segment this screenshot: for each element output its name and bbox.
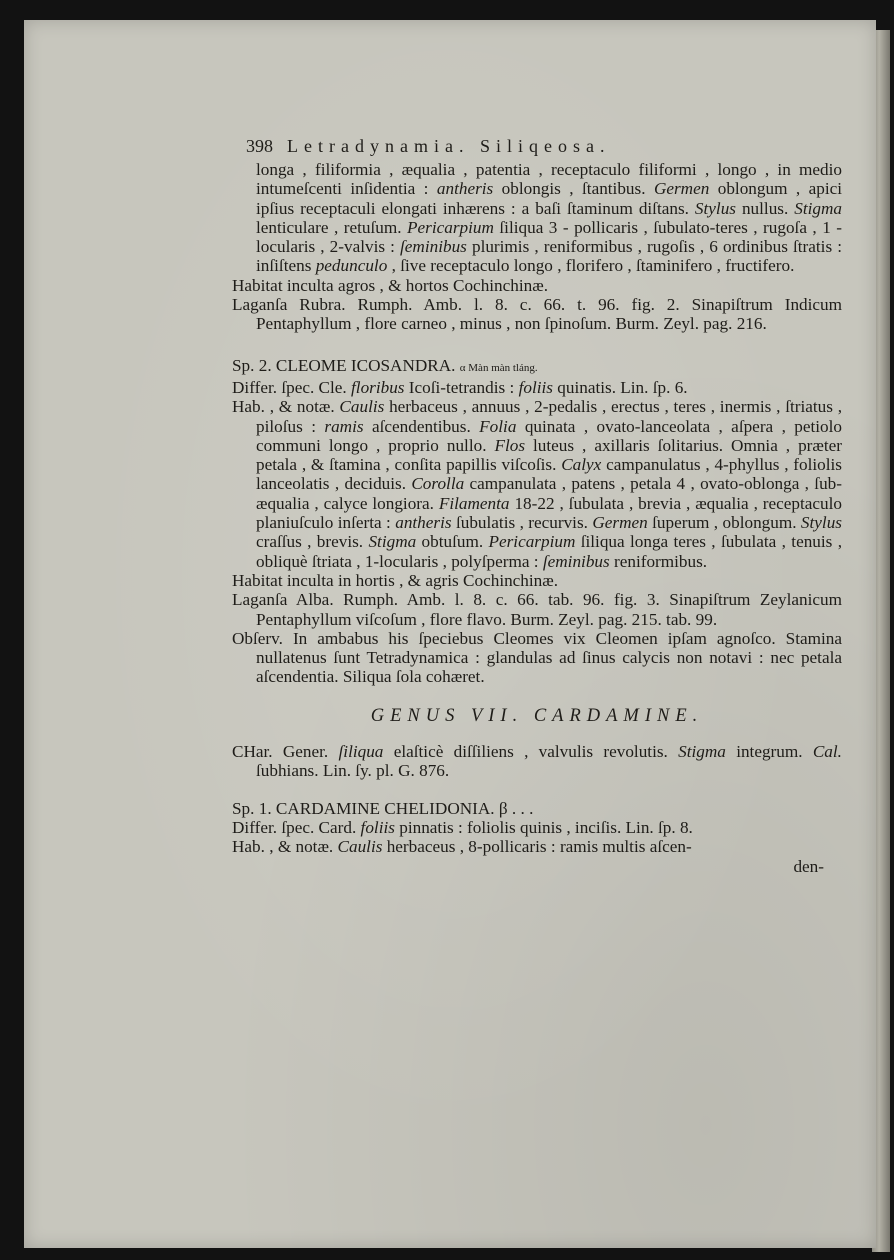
- catchword: den-: [793, 856, 824, 876]
- running-head: [246, 134, 842, 158]
- species-3-title: Sp. 1. CARDAMINE CHELIDONIA.: [232, 798, 495, 818]
- species-2-description: Hab. , & notæ. Caulis herbaceus , annuus , 2-pedalis , erectus , teres , inermis , ſtriatus , piloſus : ramis aſcendentibus. Folia quinata , ovato-lanceolata , aſpera , petiolo communi longo , proprio nullo. Flos luteus , axillaris ſolitarius. Omnia , præter petala , & ſtamina , conſita papillis viſcoſis. Calyx campanulatus , 4-phyllus , foliolis lanceolatis , deciduis. Corolla campanulata , patens , petala 4 , ovato-oblonga , ſub-æqualia , calyce longiora. Filamenta 18-22 , ſubulata , brevia , æqualia , receptaculo planiuſculo inſerta : antheris ſubulatis , recurvis. Germen ſuperum , oblongum. Stylus craſſus , brevis. Stigma obtuſum. Pericarpium ſiliqua longa teres , ſubulata , tenuis , obliquè ſtriata , 1-locularis , polyſperma : ſeminibus reniformibus.: [232, 397, 843, 571]
- italic-term: Corolla: [411, 474, 465, 494]
- species-3-vernacular: β . . .: [498, 798, 534, 818]
- page-number: 398: [246, 136, 273, 156]
- italic-term: floribus: [351, 377, 405, 397]
- italic-term: ſeminibus: [542, 551, 610, 571]
- italic-term: Calyx: [561, 455, 602, 475]
- species-3-description: Hab. , & notæ. Caulis herbaceus , 8-pollicaris : ramis multis aſcen-: [232, 837, 692, 857]
- species-2-observation: Obſerv. In ambabus his ſpeciebus Cleomes vix Cleomen ipſam agnoſco. Stamina nullatenus ſunt Tetradynamica : glandulas ad ſinus calycis non notavi : nec petala aſcendentia. Siliqua ſola cohæret.: [232, 628, 842, 687]
- species-1-synonym: Laganſa Rubra. Rumph. Amb. l. 8. c. 66. t. 96. fig. 2. Sinapiſtrum Indicum Pentaphyllum , flore carneo , minus , non ſpinoſum. Burm. Zeyl. pag. 216.: [232, 295, 842, 334]
- italic-term: Stylus: [800, 513, 842, 533]
- italic-term: foliis: [360, 817, 395, 837]
- species-2-heading: [232, 356, 842, 378]
- italic-term: antheris: [395, 513, 452, 533]
- species-2-synonym: Laganſa Alba. Rumph. Amb. l. 8. c. 66. tab. 96. fig. 3. Sinapiſtrum Zeylanicum Pentaphyllum viſcoſum , flore flavo. Burm. Zeyl. pag. 215. tab. 99.: [232, 590, 842, 629]
- species-1-habitat: Habitat inculta agros , & hortos Cochinchinæ.: [232, 275, 549, 295]
- italic-term: Filamenta: [438, 493, 510, 513]
- italic-term: ſeminibus: [400, 237, 467, 257]
- species-3-heading: [232, 799, 842, 818]
- italic-term: pedunculo: [315, 256, 388, 276]
- italic-term: Germen: [592, 513, 648, 533]
- species-3-differentia: Differ. ſpec. Card. foliis pinnatis : foliolis quinis , inciſis. Lin. ſp. 8.: [232, 817, 693, 837]
- italic-term: foliis: [518, 377, 553, 397]
- italic-term: Pericarpium: [488, 532, 576, 552]
- italic-term: Pericarpium: [407, 217, 494, 237]
- italic-term: Stylus: [694, 198, 736, 218]
- italic-term: Stigma: [368, 532, 417, 552]
- italic-term: Germen: [653, 179, 710, 199]
- italic-term: Caulis: [339, 397, 385, 417]
- running-title: Letradynamia. Siliqeosa.: [287, 136, 611, 156]
- italic-term: Cal.: [812, 742, 842, 762]
- italic-term: Stigma: [678, 742, 726, 762]
- italic-term: ramis: [324, 416, 364, 436]
- italic-term: Stigma: [794, 198, 842, 218]
- genus-character: CHar. Gener. ſiliqua elaſticè diſſiliens , valvulis revolutis. Stigma integrum. Cal. ſubhians. Lin. ſy. pl. G. 876.: [232, 742, 842, 781]
- page-text: [232, 134, 842, 876]
- species-2-habitat: Habitat inculta in hortis , & agris Cochinchinæ.: [232, 570, 559, 590]
- italic-term: Caulis: [337, 837, 383, 857]
- species-2-differentia: Differ. ſpec. Cle. floribus Icoſi-tetrandis : foliis quinatis. Lin. ſp. 6.: [232, 377, 688, 397]
- italic-term: antheris: [436, 179, 494, 199]
- italic-term: Folia: [479, 416, 517, 436]
- italic-term: ſiliqua: [338, 742, 384, 762]
- italic-term: Flos: [494, 435, 526, 455]
- species-1-description-continued: longa , filiformia , æqualia , patentia , receptaculo filiformi , longo , in medio intumeſcenti inſidentia : antheris oblongis , ſtantibus. Germen oblongum , apici ipſius receptaculi elongati inhærens : a baſi ſtaminum diſtans. Stylus nullus. Stigma lenticulare , retuſum. Pericarpium ſiliqua 3 - pollicaris , ſubulato-teres , rugoſa , 1 - locularis , 2-valvis : ſeminibus plurimis , reniformibus , rugoſis , 6 ordinibus ſtratis : inſiſtens pedunculo , ſive receptaculo longo , florifero , ſtaminifero , fructifero.: [256, 160, 842, 276]
- species-2-vernacular: α Màn màn tláng.: [459, 361, 538, 374]
- genus-heading: GENUS VII. CARDAMINE.: [370, 705, 704, 726]
- species-2-title: Sp. 2. CLEOME ICOSANDRA.: [232, 355, 456, 375]
